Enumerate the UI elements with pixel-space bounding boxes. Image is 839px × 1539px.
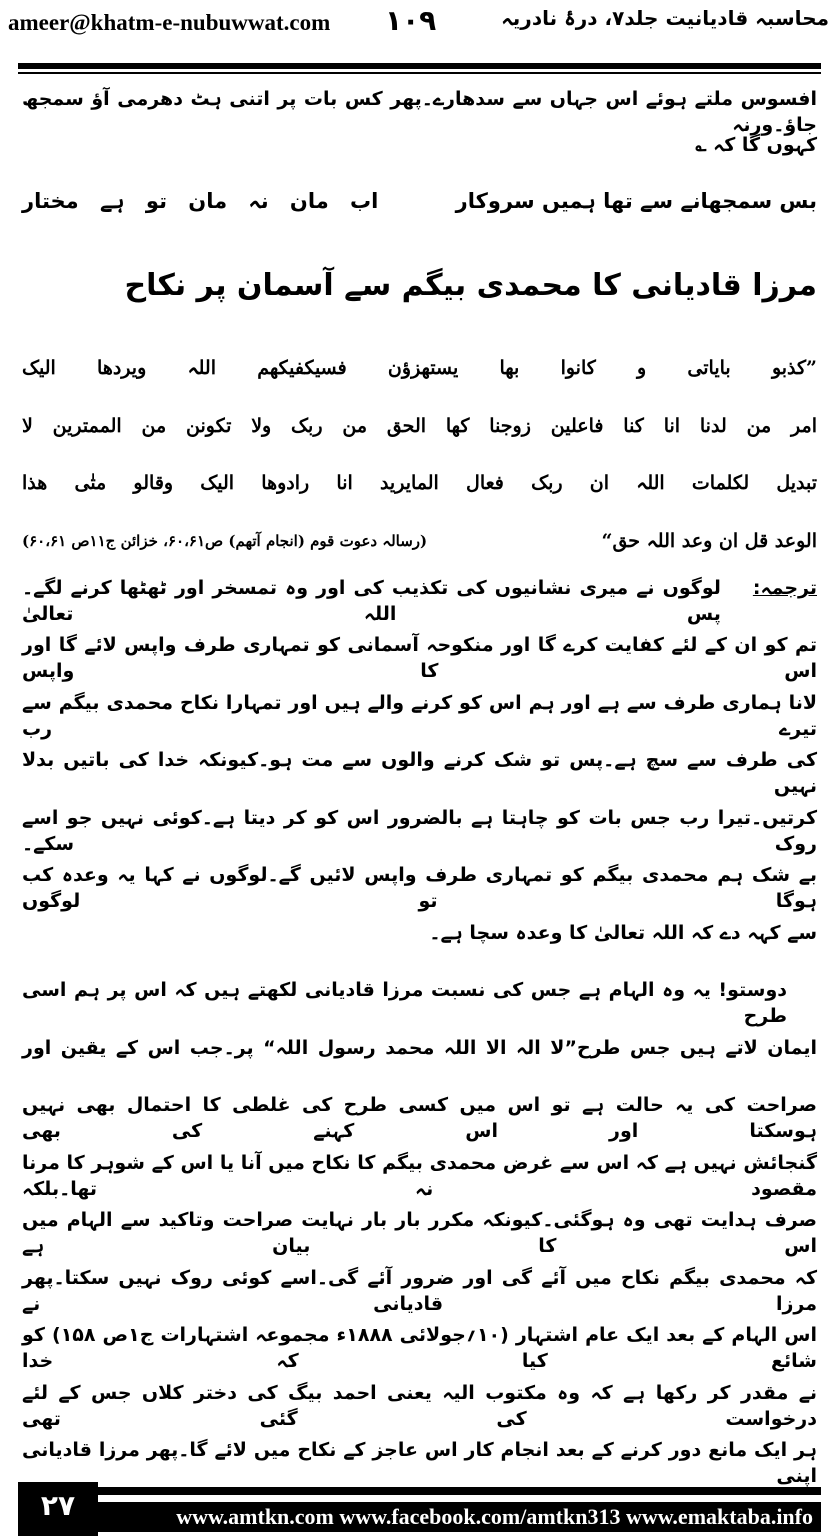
header-email: ameer@khatm-e-nubuwwat.com (8, 10, 331, 35)
intro-line: کہوں گا کہ ؎ (695, 134, 817, 156)
translation-line: کرتیں۔تیرا رب جس بات کو چاہتا ہے بالضرور اس کو کر دیتا ہے۔کوئی نہیں جو اسے روک سکے۔ (22, 807, 817, 855)
section-heading: مرزا قادیانی کا محمدی بیگم سے آسمان پر نکاح (124, 268, 817, 303)
body-line: گنجائش نہیں ہے کہ اس سے غرض محمدی بیگم کا نکاح میں آنا یا اس کے شوہر کا مرنا مقصود نہ تھا۔بلکہ (22, 1152, 817, 1200)
translation-line: سے کہہ دے کہ اللہ تعالیٰ کا وعدہ سچا ہے۔ (429, 922, 817, 944)
arabic-line: تبدیل لکلمات اللہ ان ربک فعال المایرید انا رادوھا الیک وقالو متٰی ھذا (22, 472, 817, 494)
footer-links: www.amtkn.com www.facebook.com/amtkn313 www.emaktaba.info (18, 1502, 821, 1532)
header-rule-thick (18, 63, 821, 69)
verse-left: اب مان نہ مان تو ہے مختار (22, 189, 379, 213)
verse-right: بس سمجھانے سے تھا ہمیں سروکار (455, 189, 817, 213)
arabic-line: ”کذبو بایاتی و کانوا بھا یستھزؤن فسیکفیکھم اللہ ویردھا الیک (22, 357, 817, 379)
footer-page-number: ۲۷ (18, 1482, 98, 1536)
translation-line: تم کو ان کے لئے کفایت کرے گا اور منکوحہ آسمانی کو تمہاری طرف واپس لائے گا اور اس کا واپس (22, 634, 817, 682)
body-line: ایمان لاتے ہیں جس طرح”لا الہ الا اللہ محمد رسول اللہ“ پر۔جب اس کے یقین اور (22, 1037, 817, 1059)
body-line: اس الہام کے بعد ایک عام اشتہار (۱۰؍جولائی ۱۸۸۸ء مجموعہ اشتہارات ج۱ص ۱۵۸) کو شائع کیا کہ خدا (22, 1324, 818, 1372)
translation-line: لانا ہماری طرف سے ہے اور ہم اس کو کرنے والے ہیں اور تمہارا نکاح محمدی بیگم سے تیرے رب (22, 692, 817, 740)
arabic-line-with-citation (22, 520, 817, 554)
citation: (رسالہ دعوت قوم (انجام آتھم) ص۶۰،۶۱، خزائن ج۱۱ص ۶۰،۶۱) (22, 532, 428, 550)
translation-line: بے شک ہم محمدی بیگم کو تمہاری طرف واپس لائیں گے۔لوگوں نے کہا یہ وعدہ کب ہوگا تو لوگوں (22, 864, 817, 912)
arabic-line: الوعد قل ان وعد اللہ حق“ (601, 530, 817, 552)
arabic-line: امر من لدنا انا کنا فاعلین زوجنا کھا الحق من ربک ولا تکونن من الممترین لا (22, 415, 817, 437)
translation-line (22, 567, 817, 627)
translation-label: ترجمہ: (752, 577, 817, 599)
header-page-number: ۱۰۹ (385, 4, 437, 37)
header-rule-thin (18, 72, 821, 74)
translation-text: لوگوں نے میری نشانیوں کی تکذیب کی اور وہ تمسخر اور ٹھٹھا کرنے لگے۔پس اللہ تعالیٰ (22, 577, 721, 625)
body-line: ہر ایک مانع دور کرنے کے بعد انجام کار اس عاجز کے نکاح میں لائے گا۔پھر مرزا قادیانی اپنی (22, 1439, 817, 1487)
verse (22, 180, 817, 214)
translation-line: کی طرف سے سچ ہے۔پس تو شک کرنے والوں سے مت ہو۔کیونکہ خدا کی باتیں بدلا نہیں (22, 749, 817, 797)
body-line: صراحت کی یہ حالت ہے تو اس میں کسی طرح کی غلطی کا احتمال بھی نہیں ہوسکتا اور اس کہنے کی بھی (22, 1094, 817, 1142)
header-book-title: محاسبہ قادیانیت جلد۷، درۂ نادریہ (501, 6, 829, 30)
footer-rule (18, 1487, 821, 1495)
body-line: صرف ہدایت تھی وہ ہوگئی۔کیونکہ مکرر بار بار نہایت صراحت وتاکید سے الہام میں اس کا بیان ہے (22, 1209, 817, 1257)
intro-line: افسوس ملتے ہوئے اس جہاں سے سدھارے۔پھر کس بات پر اتنی ہٹ دھرمی آؤ سمجھ جاؤ۔ورنہ (22, 88, 817, 136)
body-line: نے مقدر کر رکھا ہے کہ وہ مکتوب الیہ یعنی احمد بیگ کی دختر کلاں جس کے لئے درخواست کی گئی تھی (22, 1382, 817, 1430)
body-line: کہ محمدی بیگم نکاح میں آئے گی اور ضرور آئے گی۔اسے کوئی روک نہیں سکتا۔پھر مرزا قادیانی نے (22, 1267, 817, 1315)
body-line: دوستو! یہ وہ الہام ہے جس کی نسبت مرزا قادیانی لکھتے ہیں کہ اس پر ہم اسی طرح (22, 979, 787, 1027)
